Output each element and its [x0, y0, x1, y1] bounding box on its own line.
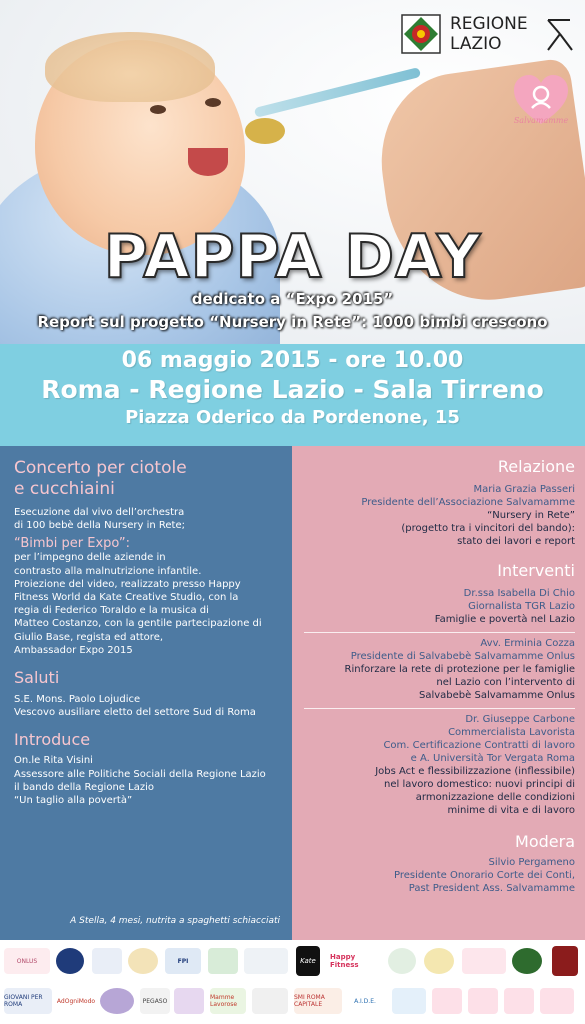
salvamamme-logo [510, 70, 572, 132]
saluti-text: S.E. Mons. Paolo Lojudice Vescovo ausiliare eletto del settore Sud di Roma [14, 694, 256, 719]
sponsor-logo: Mamme Lavorose [210, 988, 246, 1014]
baby-mouth [188, 148, 228, 176]
concerto-heading: Concerto per ciotole e cucchiaini [14, 458, 187, 499]
relazione-topic: “Nursery in Rete” (progetto tra i vincitori del bando): stato dei lavori e report [401, 510, 575, 547]
program-right-column [292, 446, 585, 940]
event-title: PAPPA DAY [103, 222, 482, 292]
sponsor-logo [392, 988, 426, 1014]
sponsor-logo: ONLUS [4, 948, 50, 974]
sponsor-logo [174, 988, 204, 1014]
event-date-time: 06 maggio 2015 - ore 10.00 [121, 348, 464, 373]
event-subtitle-expo: dedicato a “Expo 2015” [191, 290, 394, 308]
relazione-heading: Relazione [497, 457, 575, 476]
baby-hair-image [45, 32, 215, 102]
sponsor-logo [432, 988, 462, 1014]
regione-lazio-logo [398, 12, 573, 58]
sponsor-logo [92, 948, 122, 974]
sponsor-logo [244, 948, 288, 974]
bimbi-expo-text: per l’impegno delle aziende in contrasto alla malnutrizione infantile. Proiezione del video, realizzato presso Happy Fitness World da Kate Creative Studio, con la regia di Federico Toraldo e la musica di Matteo Costanzo, con la gentile partecipazione di Giulio Base, regista ed attore, Ambassador Expo 2015 [14, 552, 262, 656]
event-address: Piazza Oderico da Pordenone, 15 [125, 407, 460, 428]
sponsor-logo: GIOVANI PER ROMA [4, 988, 52, 1014]
sponsor-logo [540, 988, 574, 1014]
saluti-heading: Saluti [14, 668, 60, 688]
intervento-speaker: Dr.ssa Isabella Di Chio Giornalista TGR Lazio [463, 588, 575, 612]
concerto-text: Esecuzione dal vivo dell’orchestra di 100 bebè della Nursery in Rete; [14, 507, 186, 532]
event-location: Roma - Regione Lazio - Sala Tirreno [41, 375, 544, 404]
sponsor-logo [512, 948, 542, 974]
modera-heading: Modera [515, 832, 575, 851]
hero-photo [0, 0, 585, 344]
intervento-topic: Jobs Act e flessibilizzazione (inflessibile) nel lavoro domestico: nuovi principi di armonizzazione delle condizioni minime di vita e di lavoro [375, 766, 575, 816]
sponsor-logo [504, 988, 534, 1014]
interventi-heading: Interventi [497, 561, 575, 580]
introduce-text: On.le Rita Visini Assessore alle Politiche Sociali della Regione Lazio il bando della Regione Lazio “Un taglio alla povertà” [14, 755, 266, 807]
sponsor-logo: FPI [165, 948, 201, 974]
regione-logo-line2: LAZIO [450, 34, 502, 54]
baby-food-image [245, 118, 285, 144]
bimbi-expo-heading: “Bimbi per Expo”: [14, 536, 131, 552]
introduce-heading: Introduce [14, 730, 91, 750]
sponsor-logo [128, 948, 158, 974]
sponsor-logo [468, 988, 498, 1014]
modera-speaker: Silvio Pergameno Presidente Onorario Corte dei Conti, Past President Ass. Salvamamme [394, 857, 575, 894]
sponsor-logo: A.I.D.E. [348, 988, 382, 1014]
intervento-speaker: Avv. Erminia Cozza Presidente di Salvabebè Salvamamme Onlus [350, 638, 575, 662]
sponsor-logo [100, 988, 134, 1014]
sponsor-logo [208, 948, 238, 974]
photo-caption: A Stella, 4 mesi, nutrita a spaghetti schiacciati [70, 916, 280, 926]
program-left-column [0, 446, 292, 940]
sponsor-logo [56, 948, 84, 974]
regione-logo-line1: REGIONE [450, 14, 528, 34]
sponsor-logo [552, 946, 578, 976]
sponsor-logo [424, 948, 454, 974]
sponsor-logo [388, 948, 416, 974]
intervento-topic: Famiglie e povertà nel Lazio [434, 614, 575, 625]
divider [304, 708, 575, 709]
baby-eye [205, 98, 221, 107]
intervento-speaker: Dr. Giuseppe Carbone Commercialista Lavorista Com. Certificazione Contratti di lavoro e A. Università Tor Vergata Roma [383, 714, 575, 764]
sponsor-logo [252, 988, 288, 1014]
sponsor-logo: PEGASO [140, 988, 170, 1014]
sponsor-logos-strip [0, 940, 585, 1024]
salvamamme-logo-text: Salvamamme [513, 116, 569, 125]
sponsor-logo: AdOgniModo [56, 988, 96, 1014]
baby-eye [150, 105, 166, 114]
intervento-topic: Rinforzare la rete di protezione per le famiglie nel Lazio con l’intervento di Salvabebè Salvamamme Onlus [344, 664, 575, 701]
sponsor-logo: SMI ROMA CAPITALE [294, 988, 342, 1014]
sponsor-logo: Happy Fitness [330, 948, 378, 974]
sponsor-logo: Kate [296, 946, 320, 976]
event-info-band [0, 344, 585, 446]
relazione-speaker: Maria Grazia Passeri Presidente dell’Associazione Salvamamme [361, 484, 575, 508]
divider [304, 632, 575, 633]
event-subtitle-report: Report sul progetto “Nursery in Rete”: 1000 bimbi crescono [37, 313, 548, 331]
sponsor-logo [462, 948, 506, 974]
